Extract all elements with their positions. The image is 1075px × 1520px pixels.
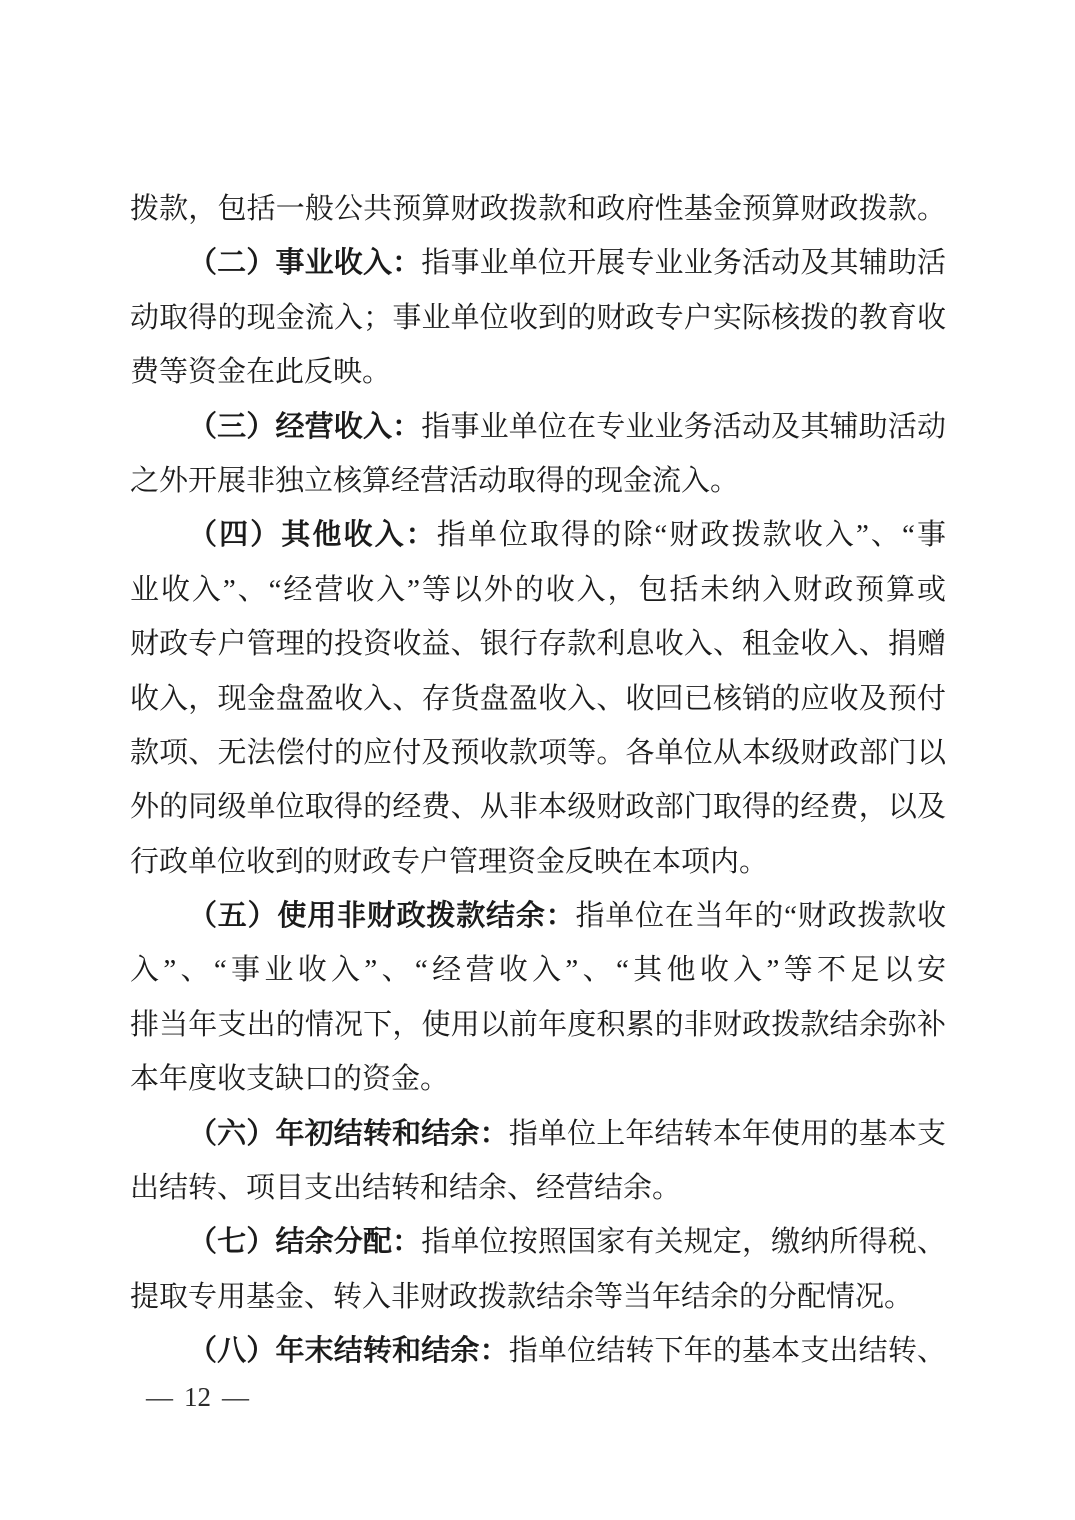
body-text: 指事业单位开展专业业务活动及其辅助活 [421, 247, 946, 280]
section-term: （二）事业收入： [188, 247, 422, 280]
text-line [130, 1052, 946, 1106]
paragraph [130, 236, 946, 399]
body-text: 费等资金在此反映。 [130, 356, 392, 389]
body-text: 入”、“事业收入”、“经营收入”、“其他收入”等不足以安 [130, 954, 946, 987]
page-number: 12 [184, 1382, 211, 1412]
body-text: 外的同级单位取得的经费、从非本级财政部门取得的经费，以及 [130, 791, 946, 824]
text-line [130, 236, 946, 290]
body-text: 指单位上年结转本年使用的基本支 [508, 1117, 946, 1150]
text-line [130, 1270, 946, 1324]
body-text: 指单位取得的除“财政拨款收入”、“事 [436, 519, 946, 552]
body-text: 指单位按照国家有关规定，缴纳所得税、 [421, 1226, 946, 1259]
paragraph [130, 400, 946, 509]
page-footer [146, 1382, 249, 1413]
body-text: 动取得的现金流入；事业单位收到的财政专户实际核拨的教育收 [130, 301, 946, 334]
body-text: 款项、无法偿付的应付及预收款项等。各单位从本级财政部门以 [130, 736, 946, 769]
body-text: 本年度收支缺口的资金。 [130, 1063, 450, 1096]
section-term: （六）年初结转和结余： [188, 1117, 509, 1150]
text-line [130, 998, 946, 1052]
body-text: 财政专户管理的投资收益、银行存款利息收入、租金收入、捐赠 [130, 628, 946, 661]
body-text: 指事业单位在专业业务活动及其辅助活动 [421, 410, 946, 443]
text-line [130, 454, 946, 508]
paragraph [130, 508, 946, 889]
paragraph [130, 1107, 946, 1216]
document-body [130, 182, 946, 1379]
body-text: 收入，现金盘盈收入、存货盘盈收入、收回已核销的应收及预付 [130, 682, 946, 715]
text-line [130, 780, 946, 834]
text-line [130, 889, 946, 943]
text-line [130, 182, 946, 236]
text-line [130, 943, 946, 997]
paragraph [130, 1215, 946, 1324]
section-term: （四）其他收入： [188, 519, 437, 552]
body-text: 之外开展非独立核算经营活动取得的现金流入。 [130, 464, 740, 497]
text-line [130, 726, 946, 780]
text-line [130, 508, 946, 562]
body-text: 出结转、项目支出结转和结余、经营结余。 [130, 1172, 682, 1205]
body-text: 拨款，包括一般公共预算财政拨款和政府性基金预算财政拨款。 [130, 193, 946, 225]
body-text: 指单位结转下年的基本支出结转、 [508, 1335, 946, 1368]
body-text: 提取专用基金、转入非财政拨款结余等当年结余的分配情况。 [130, 1280, 914, 1313]
text-line [130, 400, 946, 454]
section-term: （八）年末结转和结余： [188, 1335, 509, 1368]
section-term: （三）经营收入： [188, 410, 422, 443]
text-line [130, 1215, 946, 1269]
text-line [130, 291, 946, 345]
text-line [130, 835, 946, 889]
text-line [130, 1324, 946, 1378]
text-line [130, 1107, 946, 1161]
text-line [130, 672, 946, 726]
text-line [130, 1161, 946, 1215]
section-term: （五）使用非财政拨款结余： [188, 900, 576, 933]
body-text: 行政单位收到的财政专户管理资金反映在本项内。 [130, 845, 769, 878]
section-term: （七）结余分配： [188, 1226, 422, 1259]
paragraph [130, 889, 946, 1107]
body-text: 业收入”、“经营收入”等以外的收入，包括未纳入财政预算或 [130, 573, 946, 606]
footer-right-dash: — [222, 1382, 249, 1412]
body-text: 排当年支出的情况下，使用以前年度积累的非财政拨款结余弥补 [130, 1008, 946, 1041]
text-line [130, 345, 946, 399]
text-line [130, 617, 946, 671]
text-line [130, 563, 946, 617]
paragraph [130, 182, 946, 236]
paragraph [130, 1324, 946, 1378]
footer-left-dash: — [146, 1382, 173, 1412]
body-text: 指单位在当年的“财政拨款收 [575, 900, 946, 933]
